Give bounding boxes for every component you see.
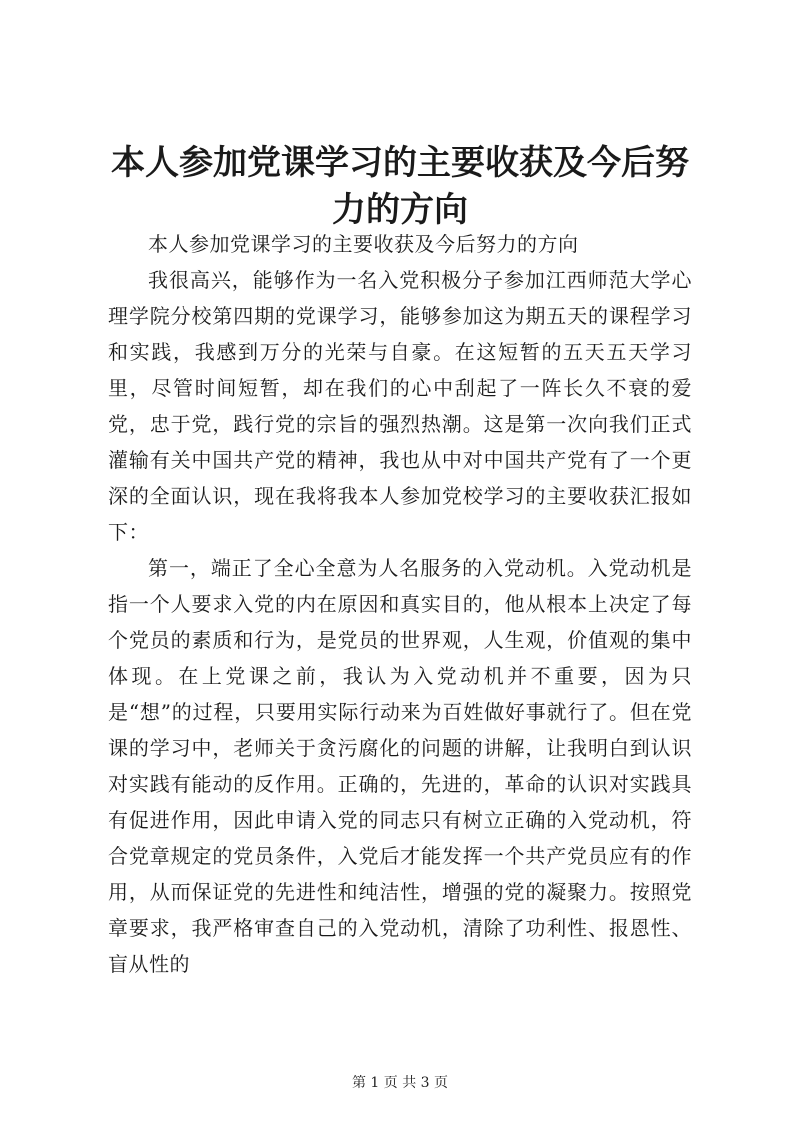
paragraph-first-point: 第一，端正了全心全意为人名服务的入党动机。入党动机是指一个人要求入党的内在原因和真实目的，他从根本上决定了每个党员的素质和行为，是党员的世界观，人生观，价值观的集中体现。在上党课之前，我认为入党动机并不重要，因为只是“想”的过程，只要用实际行动来为百姓做好事就行了。但在党课的学习中，老师关于贪污腐化的问题的讲解，让我明白到认识对实践有能动的反作用。正确的，先进的，革命的认识对实践具有促进作用，因此申请入党的同志只有树立正确的入党动机，符合党章规定的党员条件，入党后才能发挥一个共产党员应有的作用，从而保证党的先进性和纯洁性，增强的党的凝聚力。按照党章要求，我严格审查自己的入党动机，清除了功利性、报恩性、盲从性的 bbox=[108, 556, 692, 976]
document-body bbox=[108, 226, 692, 982]
document-subtitle: 本人参加党课学习的主要收获及今后努力的方向 bbox=[148, 232, 579, 256]
document-title: 本人参加党课学习的主要收获及今后努力的方向 bbox=[111, 143, 689, 230]
page-footer: 第 1 页 共 3 页 bbox=[351, 1075, 449, 1091]
paragraph-intro: 我很高兴，能够作为一名入党积极分子参加江西师范大学心理学院分校第四期的党课学习，能够参加这为期五天的课程学习和实践，我感到万分的光荣与自豪。在这短暂的五天五天学习里，尽管时间短暂，却在我们的心中刮起了一阵长久不衰的爱党，忠于党，践行党的宗旨的强烈热潮。这是第一次向我们正式灌输有关中国共产党的精神，我也从中对中国共产党有了一个更深的全面认识，现在我将我本人参加党校学习的主要收获汇报如下： bbox=[108, 268, 692, 544]
